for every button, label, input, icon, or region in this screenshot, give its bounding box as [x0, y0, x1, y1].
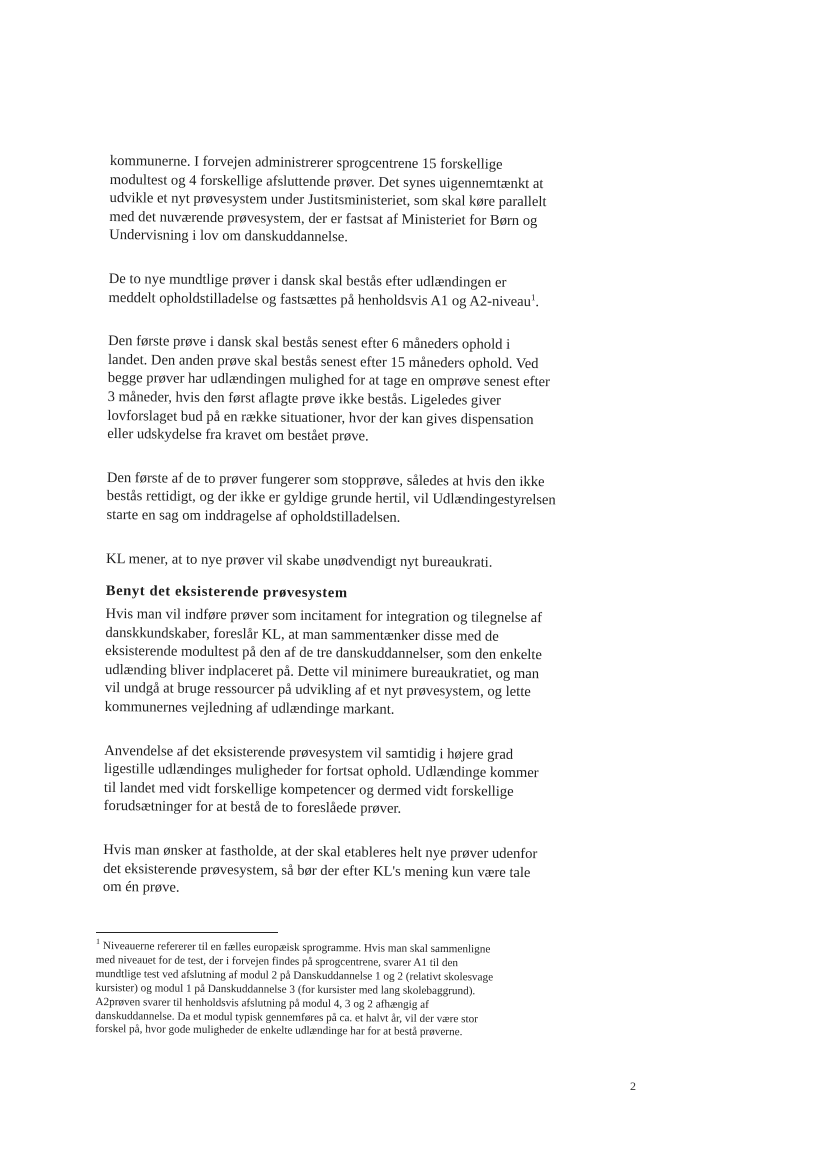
text-line: Hvis man vil indføre prøver som incitament for integration og tilegnelse af: [105, 606, 543, 627]
footnote-line-text: Niveauerne refererer til en fælles europæisk sprogramme. Hvis man skal sammenligne: [102, 940, 491, 956]
text-line: eksisterende modultest på den af de tre danskuddannelser, som den enkelte: [105, 643, 542, 664]
text-line: ligestille udlændinges muligheder for fortsat ophold. Udlændinge kommer: [103, 761, 539, 782]
paragraph-6: [105, 605, 600, 721]
section-heading: Benyt det eksisterende prøvesystem: [105, 583, 348, 602]
text-line: udlænding bliver indplaceret på. Dette vil minimere bureaukratiet, og man: [104, 661, 540, 683]
text-line: forudsætninger for at bestå de to foreslåede prøver.: [103, 798, 402, 818]
footnote-line: forskel på, hvor gode muligheder de enkelte udlændinge har for at bestå prøverne.: [95, 1023, 463, 1039]
text-line: Undervisning i lov om danskuddannelse.: [109, 227, 349, 246]
paragraph-5: [106, 549, 600, 572]
text-line: De to nye mundtlige prøver i dansk skal bestås efter udlændingen er: [108, 270, 507, 291]
text-line: KL mener, at to nye prøver vil skabe unødvendigt nyt bureaukrati.: [106, 550, 493, 571]
text-line: starte en sag om inddragelse af opholdstilladelsen.: [106, 506, 401, 526]
text-line: Hvis man ønsker at fastholde, at der skal etableres helt nye prøver udenfor: [103, 841, 538, 863]
page-number: 2: [630, 1079, 636, 1093]
text-line: bestås rettidigt, og der ikke er gyldige grunde hertil, vil Udlændingestyrelsen: [106, 488, 556, 509]
text-line: landet. Den anden prøve skal bestås senest efter 15 måneders ophold. Ved: [107, 351, 539, 372]
paragraph-2: [109, 270, 603, 312]
text-line: begge prøver har udlændingen mulighed for at tage en omprøve senest efter: [107, 370, 551, 391]
footnote-separator: [96, 932, 278, 933]
text-line-content: meddelt opholdstilladelse og fastsættes på henholdsvis A1 og A2-niveau: [108, 289, 532, 310]
text-line: modultest og 4 forskellige afsluttende prøver. Det synes uigennemtænkt at: [109, 171, 544, 192]
footnote-line: kursister) og modul 1 på Danskuddannelse 3 (for kursister med lang skolebaggrund).: [95, 981, 476, 998]
text-line: danskkundskaber, foreslår KL, at man sammentænker disse med de: [105, 624, 499, 645]
text-line: udvikle et nyt prøvesystem under Justitsministeriet, som skal køre parallelt: [109, 190, 547, 211]
text-line: kommunerne. I forvejen administrerer sprogcentrene 15 forskellige: [109, 152, 503, 173]
text-line: 3 måneder, hvis den først aflagte prøve ikke bestås. Ligeledes giver: [107, 388, 502, 409]
paragraph-4: [106, 469, 601, 530]
footnote-mark: 1: [95, 937, 101, 947]
paragraph-1: [109, 152, 604, 250]
footnote-line: danskuddannelse. Da et modul typisk gennemføres på ca. et halvt år, vil der være stor: [95, 1009, 479, 1025]
text-line: med det nuværende prøvesystem, der er fastsat af Ministeriet for Børn og: [109, 208, 538, 229]
footnote-line: med niveauet for de test, der i forvejen findes på sprogcentrene, svarer A1 til den: [95, 953, 459, 970]
paragraph-3: [107, 332, 602, 448]
footnote-reference: 1: [530, 291, 536, 302]
footnote: [95, 937, 586, 1042]
footnote-line: mundtlige test ved afslutning af modul 2 på Danskuddannelse 1 og 2 (relativt skolesvage: [95, 967, 494, 984]
text-line: eller udskydelse fra kravet om bestået prøve.: [107, 426, 369, 445]
text-line: det eksisterende prøvesystem, så bør der efter KL's mening kun være tale: [103, 860, 531, 881]
footnote-line: A2prøven svarer til henholdsvis afslutning på modul 4, 3 og 2 afhængig af: [95, 995, 429, 1011]
text-line: Anvendelse af det eksisterende prøvesystem vil samtidig i højere grad: [104, 742, 514, 763]
text-line: Den første af de to prøver fungerer som stopprøve, således at hvis den ikke: [106, 469, 545, 490]
paragraph-8: [103, 841, 598, 902]
text-line: til landet med vidt forskellige kompetencer og dermed vidt forskellige: [103, 779, 514, 800]
body-text: [103, 152, 604, 927]
text-line: meddelt opholdstilladelse og fastsættes på henholdsvis A1 og A2-niveau$^1$.: [108, 289, 540, 310]
text-line: Den første prøve i dansk skal bestås senest efter 6 måneders ophold i: [108, 333, 511, 354]
text-line: kommunernes vejledning af udlændinge markant.: [104, 699, 395, 718]
text-line: vil undgå at bruge ressourcer på udvikling af et nyt prøvesystem, og lette: [104, 680, 531, 701]
text-line: lovforslaget bud på en række situationer, hvor der kan gives dispensation: [107, 407, 534, 428]
text-line: om én prøve.: [102, 879, 180, 896]
paragraph-7: [104, 742, 599, 821]
